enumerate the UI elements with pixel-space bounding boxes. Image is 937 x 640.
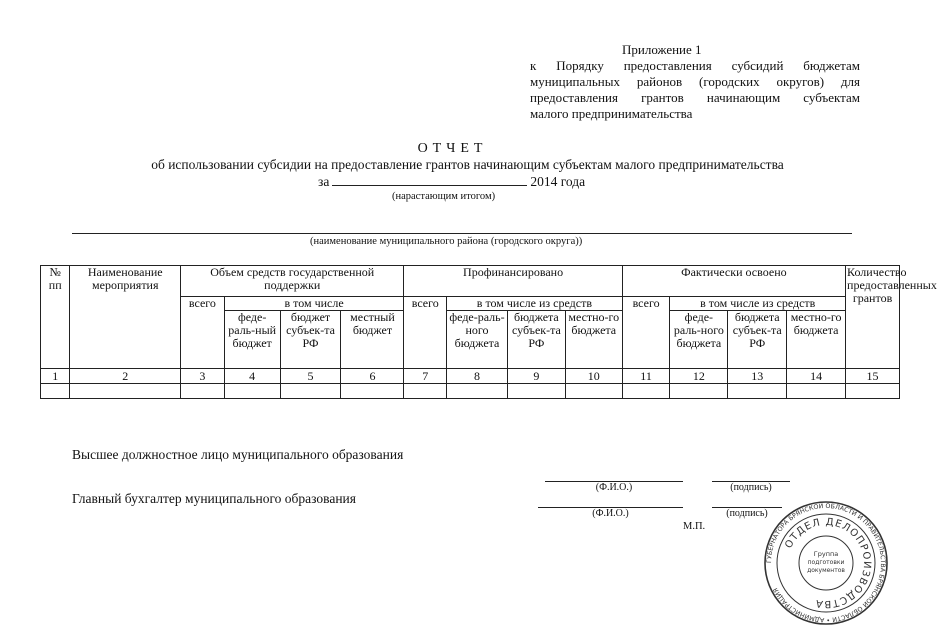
header-financed-local: местно-го бюджета <box>565 311 622 369</box>
header-spent-total: всего <box>622 297 670 369</box>
column-number: 9 <box>507 369 565 384</box>
column-number: 3 <box>181 369 225 384</box>
column-number: 13 <box>728 369 787 384</box>
seal-place-label: М.П. <box>683 521 706 532</box>
appendix-block <box>530 42 860 122</box>
header-financed-subject: бюджета субъек-та РФ <box>507 311 565 369</box>
official-fio-caption: (Ф.И.О.) <box>595 482 633 493</box>
report-title: ОТЧЕТ <box>417 141 488 156</box>
column-number: 7 <box>404 369 447 384</box>
header-financed-incl: в том числе из средств <box>447 297 623 311</box>
appendix-title: Приложение 1 <box>622 42 702 57</box>
table-cell <box>341 384 404 399</box>
accountant-fio-caption: (Ф.И.О.) <box>592 508 629 519</box>
header-spent-local: местно-го бюджета <box>787 311 846 369</box>
header-financed-federal: феде-раль-ного бюджета <box>447 311 508 369</box>
cumulative-note: (нарастающим итогом) <box>392 191 496 202</box>
header-volume-local: местный бюджет <box>341 311 404 369</box>
header-financed: Профинансировано <box>404 266 622 297</box>
table-cell <box>70 384 181 399</box>
column-number: 6 <box>341 369 404 384</box>
report-subtitle: об использовании субсидии на предоставление грантов начинающим субъектам малого предпринимательства <box>151 157 784 172</box>
header-spent-federal: феде-раль-ного бюджета <box>670 311 728 369</box>
table-cell <box>622 384 670 399</box>
period-suffix: 2014 года <box>530 174 586 189</box>
header-financed-total: всего <box>404 297 447 369</box>
table-cell <box>728 384 787 399</box>
table-cell <box>181 384 225 399</box>
header-name: Наименование мероприятия <box>70 266 181 369</box>
appendix-line-1: к Порядку предоставления субсидий бюджетам <box>530 58 860 73</box>
municipality-blank-line <box>72 233 852 234</box>
column-number: 12 <box>670 369 728 384</box>
accountant-signature-caption: (подпись) <box>726 508 768 519</box>
column-number: 11 <box>622 369 670 384</box>
header-spent-incl: в том числе из средств <box>670 297 846 311</box>
header-volume-incl: в том числе <box>224 297 404 311</box>
column-number: 2 <box>70 369 181 384</box>
appendix-line-2: муниципальных районов (городских округов) для <box>530 74 860 89</box>
official-signatory-label: Высшее должностное лицо муниципального образования <box>72 447 404 462</box>
table-cell <box>507 384 565 399</box>
header-volume-subject: бюджет субъек-та РФ <box>280 311 341 369</box>
column-number: 14 <box>787 369 846 384</box>
appendix-line-4: малого предпринимательства <box>530 106 693 121</box>
table-cell <box>447 384 508 399</box>
column-number-row <box>41 369 900 384</box>
header-spent: Фактически освоено <box>622 266 845 297</box>
column-number: 15 <box>846 369 900 384</box>
stamp-center-line-1: Группа <box>813 550 839 558</box>
empty-data-row <box>41 384 900 399</box>
column-number: 8 <box>447 369 508 384</box>
period-prefix: за <box>318 174 330 189</box>
header-grant-count: Количество предоставленных грантов <box>846 266 900 369</box>
table-cell <box>224 384 280 399</box>
table-cell <box>404 384 447 399</box>
official-stamp <box>763 500 889 626</box>
column-number: 4 <box>224 369 280 384</box>
table-cell <box>41 384 70 399</box>
column-number: 5 <box>280 369 341 384</box>
stamp-inner-text: ОТДЕЛ ДЕЛОПРОИЗВОДСТВА <box>783 516 873 610</box>
official-signature-caption: (подпись) <box>730 482 772 493</box>
header-volume: Объем средств государственной поддержки <box>181 266 404 297</box>
period-blank-line <box>332 173 527 186</box>
table-cell <box>565 384 622 399</box>
municipality-caption: (наименование муниципального района (городского округа)) <box>310 236 583 247</box>
appendix-line-3: предоставления грантов начинающим субъектам <box>530 90 860 105</box>
table-cell <box>846 384 900 399</box>
table-cell <box>787 384 846 399</box>
column-number: 10 <box>565 369 622 384</box>
header-volume-total: всего <box>181 297 225 369</box>
column-number: 1 <box>41 369 70 384</box>
accountant-signatory-label: Главный бухгалтер муниципального образования <box>72 491 356 506</box>
stamp-center-line-3: документов <box>807 567 845 574</box>
table-cell <box>280 384 341 399</box>
table-cell <box>670 384 728 399</box>
stamp-outer-text: ГУБЕРНАТОРА БРЯНСКОЙ ОБЛАСТИ И ПРАВИТЕЛЬСТВА БРЯНСКОЙ ОБЛАСТИ • АДМИНИСТРАЦИЯ <box>765 502 887 624</box>
header-volume-federal: феде-раль-ный бюджет <box>224 311 280 369</box>
report-period <box>318 173 585 190</box>
stamp-center-line-2: подготовки <box>807 559 845 566</box>
header-no: № пп <box>41 266 70 369</box>
report-table <box>40 265 937 399</box>
header-spent-subject: бюджета субъек-та РФ <box>728 311 787 369</box>
